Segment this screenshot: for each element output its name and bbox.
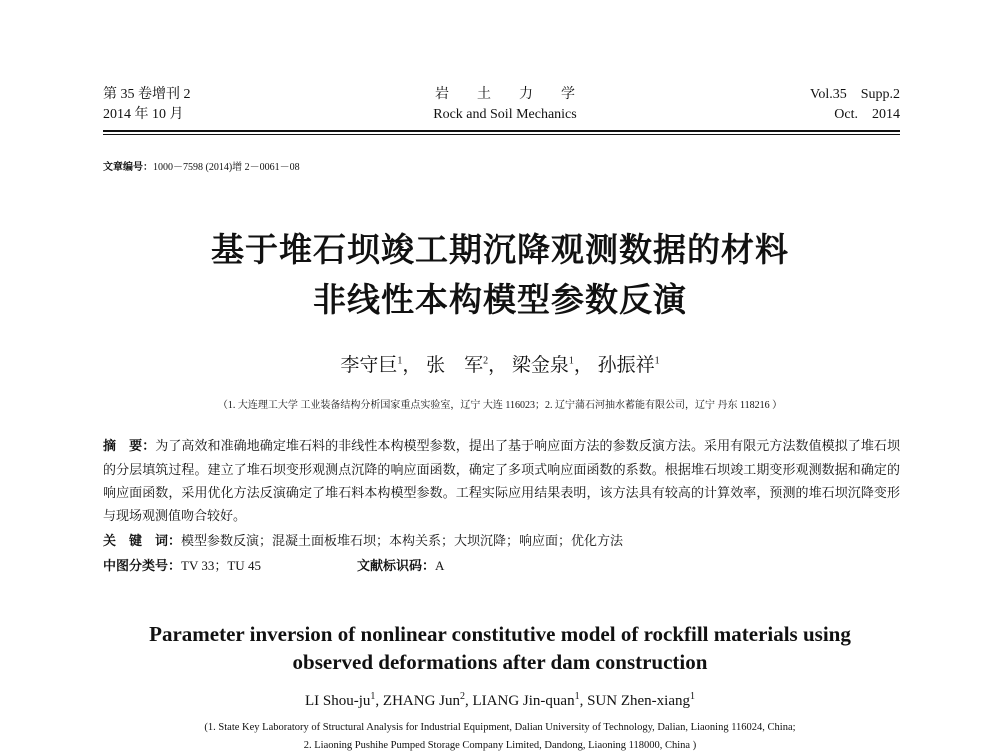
title-en bbox=[80, 620, 920, 676]
doc-code-value: A bbox=[435, 558, 445, 573]
abstract-text: 为了高效和准确地确定堆石料的非线性本构模型参数，提出了基于响应面方法的参数反演方法。采用有限元方法数值模拟了堆石坝的分层填筑过程。建立了堆石坝变形观测点沉降的响应面函数，确定了多项式响应面函数的系数。根据堆石坝竣工期变形观测数据和确定的响应面函数，采用优化方法反演确定了堆石料本构模型参数。工程实际应用结果表明，该方法具有较高的计算效率，预测的堆石坝沉降变形与现场观测值吻合较好。 bbox=[103, 438, 900, 523]
header-date-cn: 2014 年 10 月 bbox=[103, 107, 184, 122]
title-en-line1: Parameter inversion of nonlinear constitutive model of rockfill materials using bbox=[149, 622, 851, 646]
affiliation-cn: （1. 大连理工大学 工业装备结构分析国家重点实验室，辽宁 大连 116023；2. 辽宁蒲石河抽水蓄能有限公司，辽宁 丹东 118216 ） bbox=[217, 400, 783, 411]
authors-en: LI Shou-$ju^1$, ZHANG Jun$^2$, LIANG Jin-quan$^1$, SUN Zhen-xiang$^1$ bbox=[305, 691, 695, 709]
clc-label: 中图分类号： bbox=[103, 559, 182, 574]
abstract-cn bbox=[103, 434, 900, 527]
title-cn-line2: 非线性本构模型参数反演 bbox=[313, 280, 687, 319]
header-date-en: Oct. 2014 bbox=[834, 107, 900, 122]
affiliation-en-line2: 2. Liaoning Pushihe Pumped Storage Company Limited, Dandong, Liaoning 118000, China ) bbox=[303, 740, 697, 751]
keywords-cn bbox=[103, 531, 900, 552]
authors-cn: 李守巨$^1$， 张 军$^2$， 梁金泉$^1$， 孙振祥$^1$ bbox=[340, 355, 660, 376]
author-cn: 张 军$^2$ bbox=[426, 355, 489, 376]
classification bbox=[103, 556, 261, 577]
header-left bbox=[103, 85, 191, 125]
article-id-label: 文章编号： bbox=[103, 162, 153, 173]
doc-code-label: 文献标识码： bbox=[357, 559, 436, 574]
header-volume-cn: 第 35 卷增刊 2 bbox=[103, 87, 191, 102]
author-cn: 李守巨$^1$ bbox=[340, 355, 403, 376]
title-en-line2: observed deformations after dam construction bbox=[292, 650, 708, 674]
keywords-text: 模型参数反演；混凝土面板堆石坝；本构关系；大坝沉降；响应面；优化方法 bbox=[181, 533, 624, 548]
title-cn-line1: 基于堆石坝竣工期沉降观测数据的材料 bbox=[211, 230, 789, 269]
author-en: SUN Zhen-xiang$^1$ bbox=[587, 691, 695, 709]
title-cn bbox=[100, 225, 900, 325]
header-center bbox=[400, 85, 610, 125]
article-id-value: 1000－7598 (2014)增 2－0061－08 bbox=[153, 162, 300, 173]
document-code bbox=[357, 556, 444, 577]
article-id bbox=[103, 158, 300, 173]
journal-name-en: Rock and Soil Mechanics bbox=[433, 107, 577, 122]
author-cn: 孙振祥$^1$ bbox=[597, 355, 660, 376]
header-right bbox=[810, 85, 900, 125]
journal-name-cn: 岩 土 力 学 bbox=[435, 87, 575, 102]
keywords-label: 关 键 词： bbox=[103, 534, 182, 549]
header-rule-thick bbox=[103, 130, 900, 132]
author-cn: 梁金泉$^1$ bbox=[511, 355, 574, 376]
header-volume-en: Vol.35 Supp.2 bbox=[810, 87, 900, 102]
abstract-label: 摘 要： bbox=[103, 439, 156, 454]
clc-value: TV 33；TU 45 bbox=[181, 558, 261, 573]
author-en: LI Shou-$ju^1$ bbox=[305, 691, 376, 709]
author-en: ZHANG Jun$^2$ bbox=[382, 691, 466, 709]
affiliation-en bbox=[60, 719, 940, 755]
affiliation-en-line1: (1. State Key Laboratory of Structural Analysis for Industrial Equipment, Dalian University of Technology, Dalian, Liaoning 116024, China; bbox=[204, 722, 796, 733]
author-en: LIANG Jin-quan$^1$ bbox=[472, 691, 580, 709]
header-rule-thin bbox=[103, 134, 900, 135]
